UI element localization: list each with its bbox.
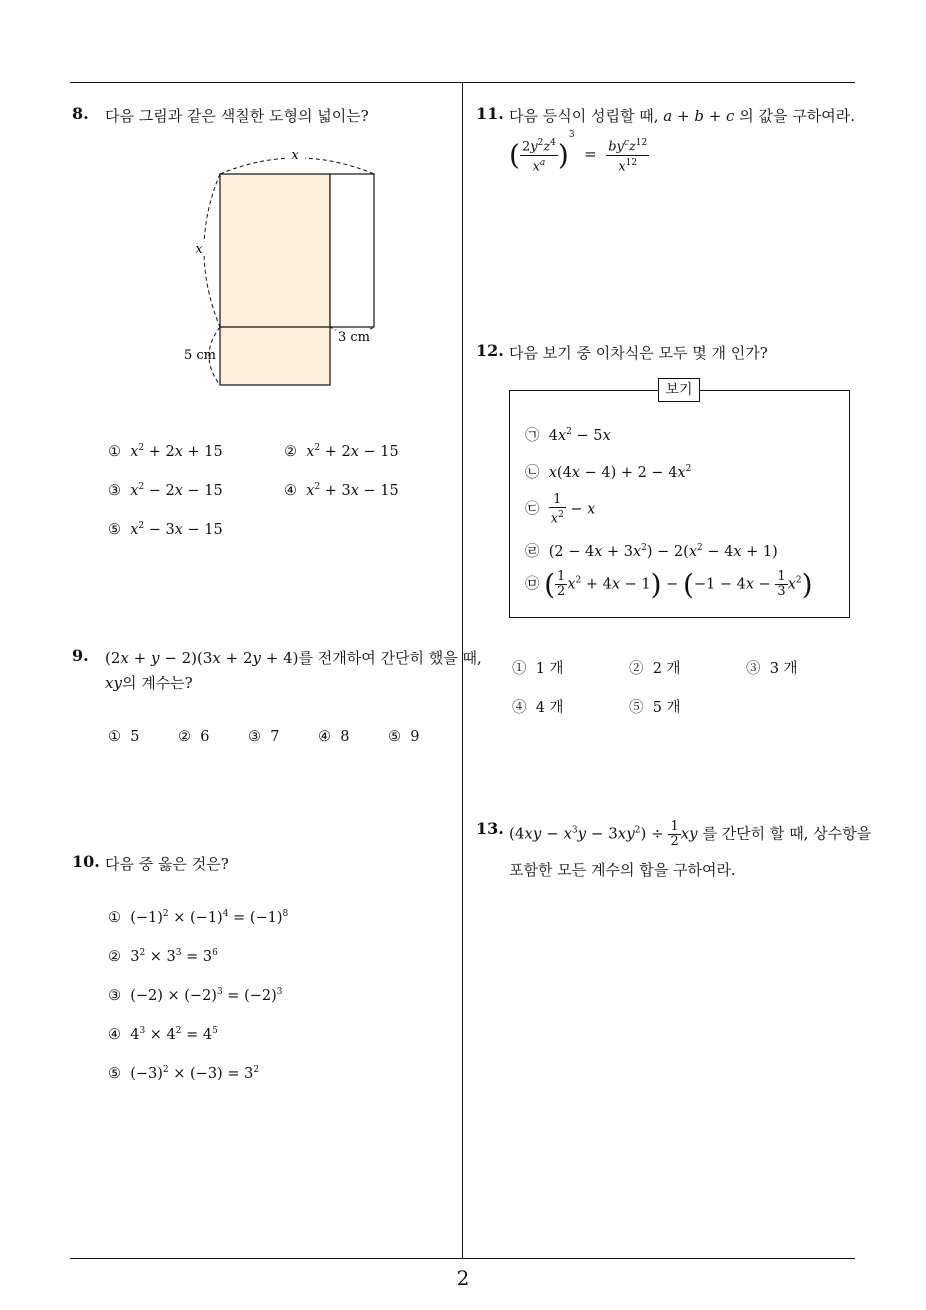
q9-choice-3[interactable]: ③ 7 <box>248 729 280 745</box>
q12-item-1: ㉠ $4x^2 - 5x$ <box>525 427 611 444</box>
q13-text-line2: 포함한 모든 계수의 합을 구하여라. <box>509 861 736 879</box>
q12-item-5: ㉤ ( $\frac{1}{2}$ $x^2 + 4x - 1) - (-1 - 4x$ − $\frac{1}{3}$ $x^2$) <box>525 568 813 601</box>
q10-number: 10. <box>72 852 100 871</box>
q8-label-top: x <box>291 148 299 163</box>
q8-choice-5[interactable]: ⑤ $x^2 - 3x - 15$ <box>108 521 223 538</box>
q8-choice-3[interactable]: ③ $x^2 - 2x - 15$ <box>108 482 223 499</box>
bottom-rule <box>70 1258 855 1259</box>
q10-choice-2[interactable]: ② $3^2 \times 3^3 = 3^6$ <box>108 948 218 965</box>
q10-choice-3[interactable]: ③ $(-2) \times (-2)^3 = (-2)^3$ <box>108 987 283 1004</box>
q8-white-rect <box>330 174 374 327</box>
q8-label-3cm: 3 cm <box>337 330 371 345</box>
q9-choice-4[interactable]: ④ 8 <box>318 729 350 745</box>
q12-item-3: ㉢ $\frac{1}{x^2}$ − x <box>525 492 596 527</box>
q9-number: 9. <box>72 646 89 665</box>
q8-shaded-rect <box>220 174 330 385</box>
q9-choice-1[interactable]: ① 5 <box>108 729 140 745</box>
q8-label-left: x <box>195 242 203 257</box>
q8-number: 8. <box>72 104 89 123</box>
q12-item-4: ㉣ $(2 - 4x + 3x^2) - 2(x^2 - 4x + 1)$ <box>525 543 778 560</box>
q8-choice-2[interactable]: ② $x^2 + 2x - 15$ <box>284 443 399 460</box>
q12-text: 다음 보기 중 이차식은 모두 몇 개 인가? <box>509 344 768 362</box>
q10-text: 다음 중 옳은 것은? <box>105 855 229 873</box>
q11-text: 다음 등식이 성립할 때, a + b + c 의 값을 구하여라. <box>509 107 855 125</box>
q8-label-5cm: 5 cm <box>183 348 217 363</box>
q9-choice-5[interactable]: ⑤ 9 <box>388 729 420 745</box>
q8-choice-1[interactable]: ① $x^2 + 2x + 15$ <box>108 443 223 460</box>
q12-bogi-title: 보기 <box>658 378 700 402</box>
q12-choice-5[interactable]: ⑤ 5 개 <box>629 700 681 716</box>
q10-choice-1[interactable]: ① $(-1)^2 \times (-1)^4 = (-1)^8$ <box>108 909 289 926</box>
q11-number: 11. <box>476 104 504 123</box>
q10-choice-4[interactable]: ④ $4^3 \times 4^2 = 4^5$ <box>108 1026 218 1043</box>
q12-choice-4[interactable]: ④ 4 개 <box>512 700 564 716</box>
q8-text: 다음 그림과 같은 색칠한 도형의 넓이는? <box>105 107 369 125</box>
page-number: 2 <box>456 1266 470 1290</box>
q8-choice-4[interactable]: ④ $x^2 + 3x - 15$ <box>284 482 399 499</box>
q9-choice-2[interactable]: ② 6 <box>178 729 210 745</box>
q13-text-line1: $(4xy - x^3y - 3xy^2)$ ÷ $\frac{1}{2}$ xy 를 간단히 할 때, 상수항을 <box>509 819 872 849</box>
q12-number: 12. <box>476 341 504 360</box>
column-divider <box>462 82 463 1258</box>
q12-choice-2[interactable]: ② 2 개 <box>629 661 681 677</box>
q8-figure <box>170 140 410 400</box>
q12-choice-1[interactable]: ① 1 개 <box>512 661 564 677</box>
q11-equation: ( $\frac{2y^2z^4}{x^a}$ )$^3$ = $\frac{by^cz^{12}}{x^{12}}$ <box>509 130 648 174</box>
q13-number: 13. <box>476 819 504 838</box>
q9-text-line1: (2x + y − 2)(3x + 2y + 4)를 전개하여 간단히 했을 때, <box>105 649 482 667</box>
q12-item-2: ㉡ $x(4x - 4) + 2 - 4x^2$ <box>525 464 692 481</box>
q12-choice-3[interactable]: ③ 3 개 <box>746 661 798 677</box>
q9-text-line2: xy의 계수는? <box>105 674 193 692</box>
q10-choice-5[interactable]: ⑤ $(-3)^2 \times (-3) = 3^2$ <box>108 1065 260 1082</box>
